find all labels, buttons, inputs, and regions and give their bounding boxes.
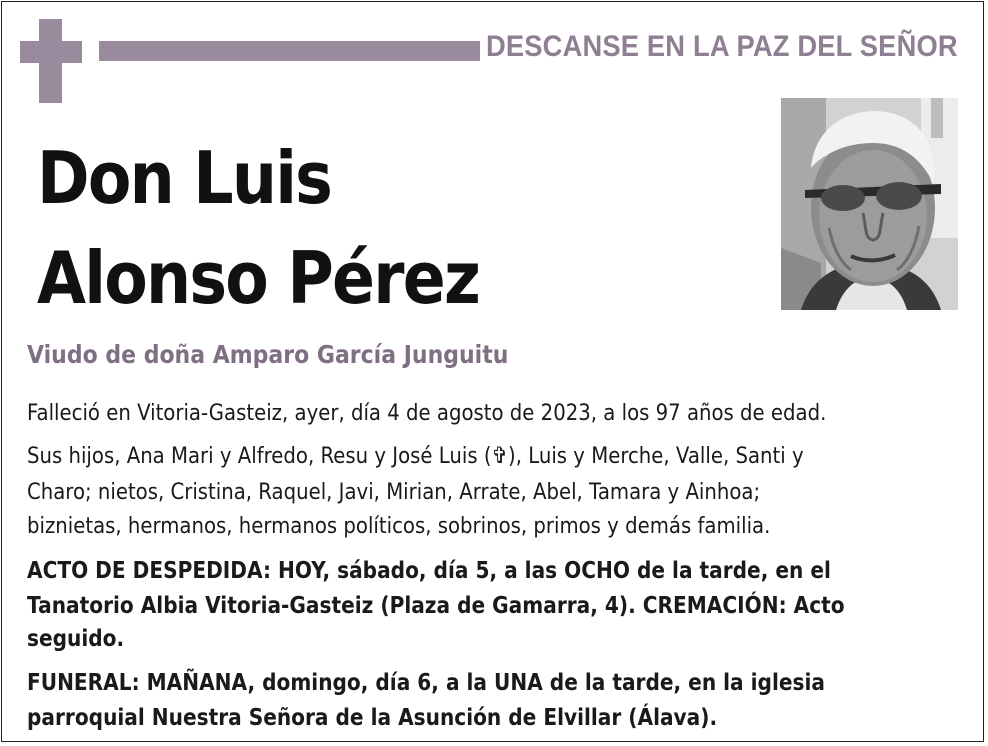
header-motto: DESCANSE EN LA PAZ DEL SEÑOR bbox=[486, 30, 958, 63]
farewell-line-2: Tanatorio Albia Vitoria-Gasteiz (Plaza de Gamarra, 4). CREMACIÓN: Acto bbox=[27, 593, 845, 619]
deceased-name-line2: Alonso Pérez bbox=[37, 236, 480, 320]
family-line-2: Charo; nietos, Cristina, Raquel, Javi, Mirian, Arrate, Abel, Tamara y Ainhoa; bbox=[27, 479, 761, 505]
funeral-line-1: FUNERAL: MAÑANA, domingo, día 6, a la UNA de la tarde, en la iglesia bbox=[27, 670, 825, 696]
farewell-line-3: seguido. bbox=[27, 626, 125, 652]
family-line-1: Sus hijos, Ana Mari y Alfredo, Resu y José Luis (✞), Luis y Merche, Valle, Santi y bbox=[27, 443, 804, 469]
widow-line: Viudo de doña Amparo García Junguitu bbox=[27, 340, 509, 369]
funeral-line-2: parroquial Nuestra Señora de la Asunción de Elvillar (Álava). bbox=[27, 705, 718, 731]
header-rule bbox=[99, 41, 480, 61]
death-notice: Falleció en Vitoria-Gasteiz, ayer, día 4 de agosto de 2023, a los 97 años de edad. bbox=[27, 400, 827, 426]
obituary-card bbox=[1, 1, 984, 742]
farewell-line-1: ACTO DE DESPEDIDA: HOY, sábado, día 5, a las OCHO de la tarde, en el bbox=[27, 558, 831, 584]
cross-icon-bar bbox=[20, 41, 82, 63]
deceased-name-line1: Don Luis bbox=[37, 136, 332, 220]
family-line-3: biznietas, hermanos, hermanos políticos, sobrinos, primos y demás familia. bbox=[27, 513, 771, 539]
portrait-photo-graphic bbox=[781, 98, 958, 310]
portrait-photo bbox=[781, 98, 958, 310]
